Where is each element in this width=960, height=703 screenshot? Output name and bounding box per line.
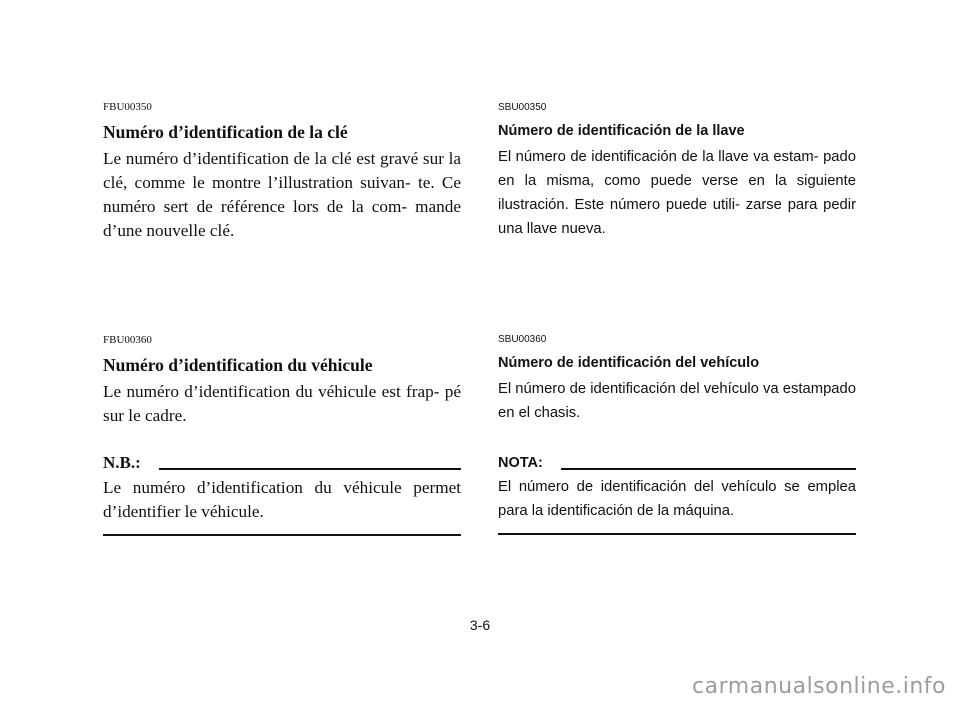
- fr-key-body: Le numéro d’identification de la clé est gravé sur la clé, comme le montre l’illustration suivan- te. Ce numéro sert de référence lors de la com- mande d’une nouvelle clé.: [103, 149, 461, 240]
- fr-vehicle-title: Numéro d’identification du véhicule: [103, 355, 373, 375]
- fr-vehicle-section: [103, 334, 461, 428]
- fr-note-bottom-rule: [103, 534, 461, 536]
- fr-note-header-rule: [159, 468, 461, 470]
- fr-note-heading: [103, 450, 461, 476]
- fr-note-label: N.B.:: [103, 453, 141, 472]
- es-note-label: NOTA:: [498, 455, 543, 471]
- fr-vehicle-body: Le numéro d’identification du véhicule est frap- pé sur le cadre.: [103, 382, 461, 425]
- es-vehicle-code: SBU00360: [498, 334, 547, 345]
- fr-vehicle-code: FBU00360: [103, 334, 152, 346]
- fr-note-text: Le numéro d’identification du véhicule permet d’identifier le véhicule.: [103, 478, 461, 521]
- es-note-header-rule: [561, 468, 856, 470]
- es-note: [498, 451, 856, 535]
- es-vehicle-section: [498, 334, 856, 425]
- es-key-title: Número de identificación de la llave: [498, 123, 745, 139]
- es-vehicle-body: El número de identificación del vehículo va estampado en el chasis.: [498, 381, 856, 421]
- es-vehicle-title: Número de identificación del vehículo: [498, 355, 760, 371]
- es-key-body: El número de identificación de la llave va estam- pado en la misma, como puede verse en la siguiente ilustración. Este número puede utili- zarse para pedir una llave nueva.: [498, 149, 856, 237]
- fr-key-code: FBU00350: [103, 101, 152, 113]
- es-key-code: SBU00350: [498, 102, 547, 113]
- page-number: 3-6: [469, 617, 491, 633]
- fr-note: [103, 450, 461, 536]
- es-note-heading: [498, 451, 856, 475]
- watermark: carmanualsonline.info: [692, 674, 946, 699]
- fr-key-section: [103, 101, 461, 243]
- es-key-section: [498, 102, 856, 241]
- fr-key-title: Numéro d’identification de la clé: [103, 122, 348, 142]
- es-note-text: El número de identificación del vehículo se emplea para la identificación de la máquina.: [498, 479, 856, 519]
- es-note-bottom-rule: [498, 533, 856, 535]
